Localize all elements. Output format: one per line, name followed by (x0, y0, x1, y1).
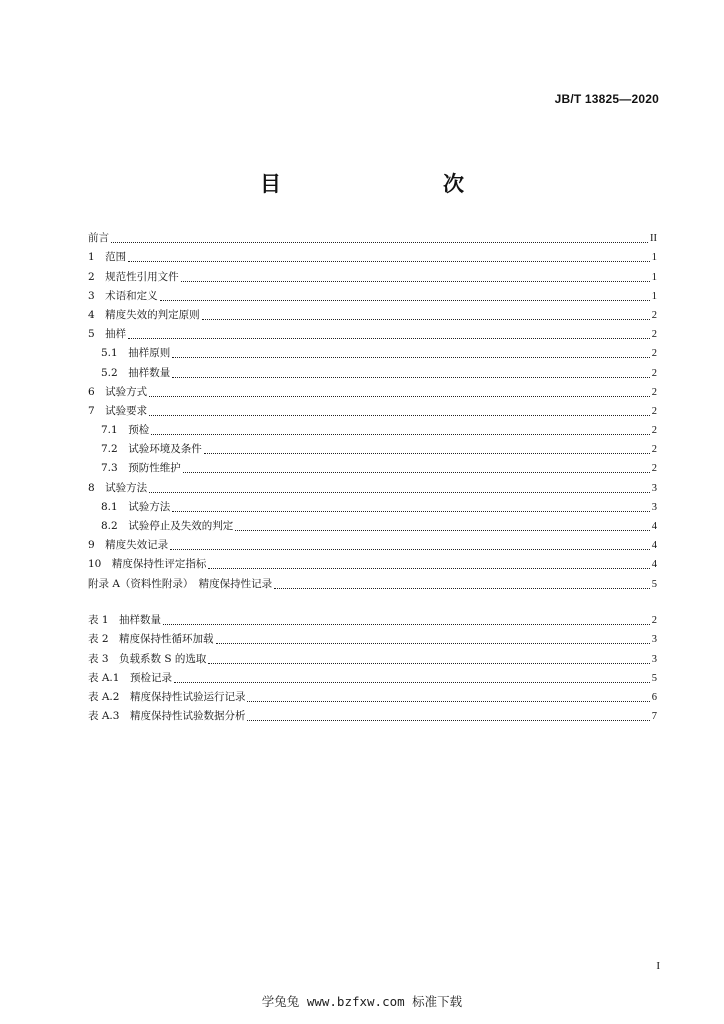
dot-leader (128, 261, 650, 262)
toc-entry-label: 7 试验要求 (88, 404, 148, 417)
toc-entry-label: 2 规范性引用文件 (88, 270, 179, 283)
toc-entry-label: 8.1 试验方法 (101, 500, 171, 513)
toc-entry-label: 10 精度保持性评定指标 (88, 558, 207, 571)
toc-entry[interactable] (88, 421, 657, 440)
list-of-tables (88, 611, 657, 726)
toc-entry-page: 3 (651, 482, 657, 494)
toc-entry[interactable] (88, 440, 657, 459)
toc-entry-label: 7.1 预检 (101, 424, 150, 437)
table-of-contents (88, 229, 657, 594)
dot-leader (149, 492, 650, 493)
toc-entry-label: 1 范围 (88, 251, 127, 264)
toc-entry[interactable] (88, 478, 657, 497)
toc-entry-page: 2 (651, 444, 657, 456)
toc-entry[interactable] (88, 229, 657, 248)
table-entry[interactable] (88, 611, 657, 630)
table-entry-page: 6 (651, 691, 657, 703)
page-number: I (656, 960, 660, 972)
dot-leader (202, 319, 650, 320)
table-entry[interactable] (88, 688, 657, 707)
toc-entry[interactable] (88, 536, 657, 555)
table-entry-page: 3 (651, 634, 657, 646)
toc-entry-label: 9 精度失效记录 (88, 539, 169, 552)
toc-entry-label: 4 精度失效的判定原则 (88, 308, 200, 321)
toc-entry-label: 附录 A（资料性附录） 精度保持性记录 (88, 577, 273, 590)
toc-entry-page: 2 (651, 386, 657, 398)
dot-leader (274, 588, 650, 589)
toc-entry[interactable] (88, 555, 657, 574)
table-entry-label: 表 A.3 精度保持性试验数据分析 (88, 710, 246, 723)
dot-leader (172, 377, 650, 378)
toc-entry-page: 4 (651, 559, 657, 571)
page-title: 目 次 (260, 171, 504, 196)
toc-entry-label: 前言 (88, 232, 109, 245)
toc-entry-label: 8.2 试验停止及失效的判定 (101, 520, 234, 532)
table-entry-page: 2 (651, 615, 657, 627)
dot-leader (172, 357, 650, 358)
toc-entry-label: 5.1 抽样原则 (101, 347, 171, 360)
table-entry-label: 表 A.1 预检记录 (88, 671, 172, 684)
dot-leader (204, 453, 650, 454)
dot-leader (111, 242, 648, 243)
toc-entry-page: 2 (651, 348, 657, 360)
toc-entry-label: 3 术语和定义 (88, 289, 158, 302)
toc-entry-label: 7.2 试验环境及条件 (101, 443, 202, 456)
watermark-text: 学兔兔 www.bzfxw.com 标准下载 (261, 994, 463, 1009)
toc-entry-label: 6 试验方式 (88, 385, 148, 398)
toc-entry[interactable] (88, 517, 657, 536)
dot-leader (183, 472, 650, 473)
dot-leader (149, 415, 650, 416)
toc-entry-page: 3 (651, 501, 657, 513)
toc-entry-page: 5 (651, 578, 657, 590)
toc-entry[interactable] (88, 363, 657, 382)
toc-entry-page: 1 (651, 290, 657, 302)
toc-entry[interactable] (88, 459, 657, 478)
dot-leader (160, 300, 650, 301)
toc-entry-page: 2 (651, 425, 657, 437)
standard-number: JB/T 13825—2020 (554, 92, 659, 106)
table-entry[interactable] (88, 669, 657, 688)
dot-leader (170, 549, 650, 550)
toc-entry-label: 5.2 抽样数量 (101, 366, 171, 379)
table-entry-page: 7 (651, 711, 657, 723)
toc-entry-page: 4 (651, 521, 657, 532)
dot-leader (208, 663, 649, 664)
toc-entry[interactable] (88, 267, 657, 286)
table-entry-label: 表 3 负载系数 S 的选取 (88, 652, 207, 665)
table-entry[interactable] (88, 707, 657, 726)
toc-entry-page: 2 (651, 329, 657, 341)
table-entry-page: 3 (651, 653, 657, 665)
toc-entry-label: 8 试验方法 (88, 481, 148, 494)
toc-entry-page: 2 (651, 309, 657, 321)
table-entry-page: 5 (651, 672, 657, 684)
dot-leader (181, 281, 650, 282)
table-entry[interactable] (88, 649, 657, 668)
toc-entry[interactable] (88, 325, 657, 344)
toc-entry-page: II (650, 233, 657, 245)
toc-entry-page: 2 (651, 405, 657, 417)
dot-leader (216, 643, 650, 644)
toc-entry[interactable] (88, 344, 657, 363)
dot-leader (151, 434, 650, 435)
toc-entry-page: 4 (651, 540, 657, 552)
table-entry-label: 表 1 抽样数量 (88, 614, 162, 627)
dot-leader (149, 396, 650, 397)
dot-leader (247, 720, 649, 721)
table-entry[interactable] (88, 630, 657, 649)
toc-entry-page: 2 (651, 367, 657, 379)
dot-leader (208, 568, 649, 569)
toc-entry[interactable] (88, 248, 657, 267)
dot-leader (235, 530, 650, 531)
dot-leader (128, 338, 650, 339)
dot-leader (172, 511, 650, 512)
toc-entry[interactable] (88, 287, 657, 306)
toc-entry-page: 1 (651, 271, 657, 283)
toc-entry[interactable] (88, 402, 657, 421)
toc-entry-label: 7.3 预防性维护 (101, 462, 181, 475)
table-entry-label: 表 2 精度保持性循环加载 (88, 633, 214, 646)
toc-entry-label: 5 抽样 (88, 328, 127, 341)
toc-entry[interactable] (88, 574, 657, 593)
toc-entry[interactable] (88, 498, 657, 517)
dot-leader (247, 701, 649, 702)
table-entry-label: 表 A.2 精度保持性试验运行记录 (88, 690, 246, 703)
toc-entry[interactable] (88, 306, 657, 325)
dot-leader (174, 682, 650, 683)
toc-entry-page: 1 (651, 252, 657, 264)
toc-entry-page: 2 (651, 463, 657, 475)
dot-leader (163, 624, 650, 625)
toc-entry[interactable] (88, 383, 657, 402)
